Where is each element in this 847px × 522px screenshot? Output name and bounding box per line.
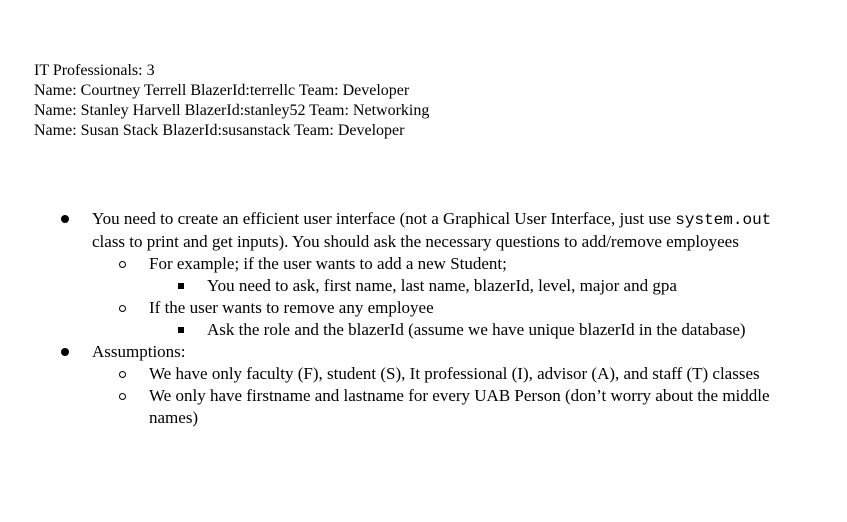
sub-bullet-text: We only have firstname and lastname for every UAB Person (don’t worry about the middle names) xyxy=(149,386,770,427)
sub-bullet-remove-employee xyxy=(0,297,774,319)
bullet-assumptions xyxy=(0,341,772,363)
bullet-text: class to print and get inputs). You should ask the necessary questions to add/remove employees xyxy=(92,232,739,251)
bullet-text: Assumptions: xyxy=(92,342,186,361)
square-bullet-icon xyxy=(178,283,184,289)
hollow-bullet-icon xyxy=(119,305,126,312)
sub-bullet-text: If the user wants to remove any employee xyxy=(149,298,434,317)
sub-bullet-text: We have only faculty (F), student (S), It professional (I), advisor (A), and staff (T) classes xyxy=(149,364,760,383)
it-professionals-count: IT Professionals: 3 xyxy=(34,62,155,79)
filled-bullet-icon xyxy=(61,348,69,356)
it-professionals-summary xyxy=(34,61,429,141)
detail-bullet-text: You need to ask, first name, last name, blazerId, level, major and gpa xyxy=(207,276,677,295)
bullet-user-interface xyxy=(0,208,772,253)
sub-bullet-names xyxy=(0,385,774,429)
sub-bullet-classes xyxy=(0,363,774,385)
bullet-text: You need to create an efficient user interface (not a Graphical User Interface, just use xyxy=(92,209,676,228)
square-bullet-icon xyxy=(178,327,184,333)
employee-line: Name: Susan Stack BlazerId:susanstack Team: Developer xyxy=(34,122,405,139)
hollow-bullet-icon xyxy=(119,393,126,400)
detail-bullet-text: Ask the role and the blazerId (assume we have unique blazerId in the database) xyxy=(207,320,746,339)
hollow-bullet-icon xyxy=(119,261,126,268)
employee-line: Name: Stanley Harvell BlazerId:stanley52 Team: Networking xyxy=(34,102,430,119)
filled-bullet-icon xyxy=(61,215,69,223)
requirements-list xyxy=(0,208,847,429)
sub-bullet-add-student xyxy=(0,253,774,275)
hollow-bullet-icon xyxy=(119,371,126,378)
sub-bullet-text: For example; if the user wants to add a new Student; xyxy=(149,254,507,273)
code-system-out: system.out xyxy=(675,211,772,229)
detail-bullet-add-student xyxy=(0,275,752,297)
employee-line: Name: Courtney Terrell BlazerId:terrellc Team: Developer xyxy=(34,82,410,99)
detail-bullet-remove-employee xyxy=(0,319,752,341)
